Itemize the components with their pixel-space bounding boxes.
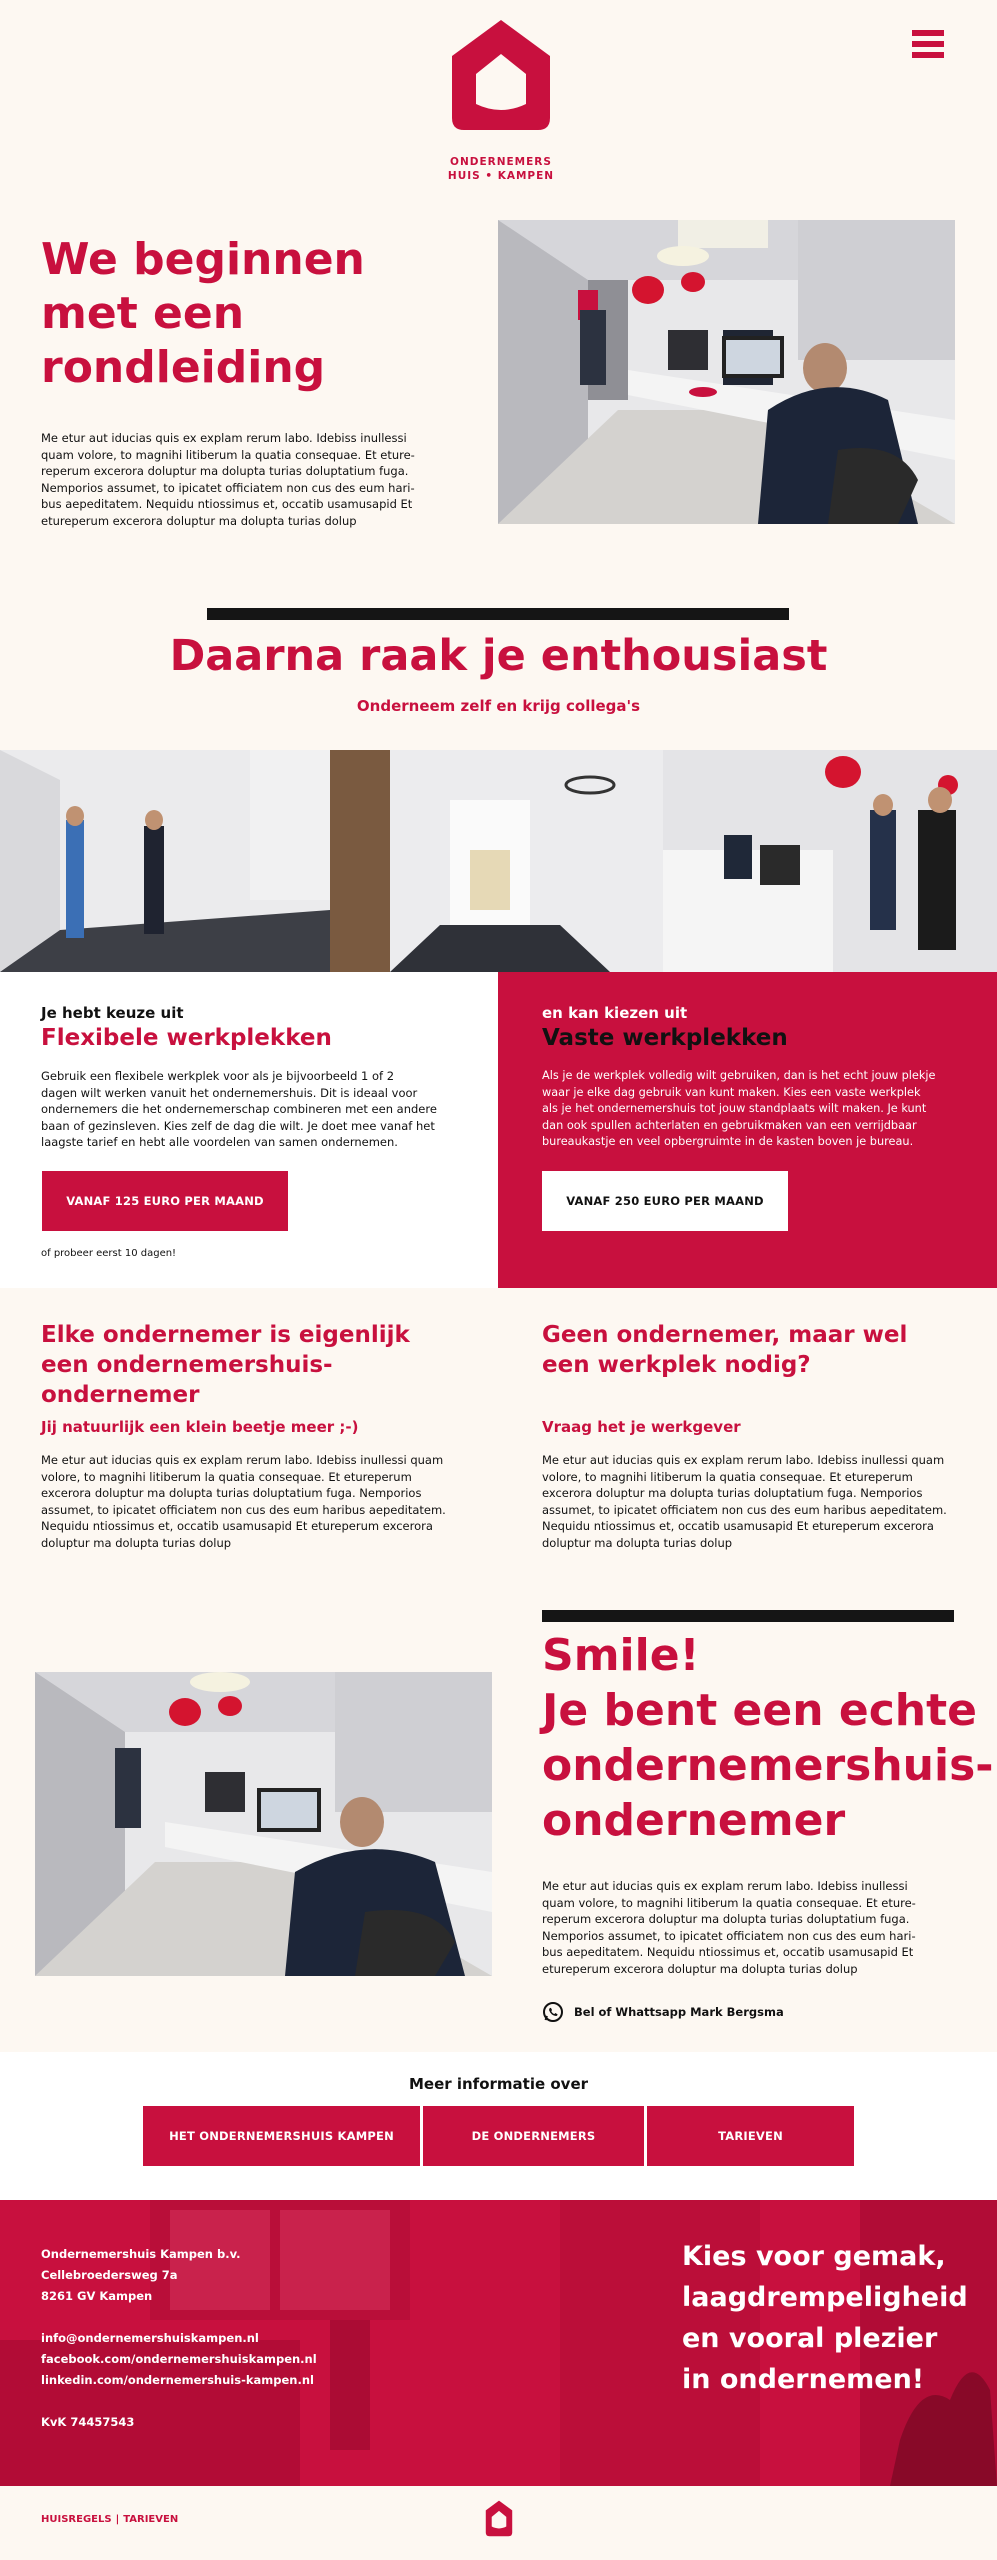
flex-text-line: dagen wilt werken vanuit het ondernemershuis. Dit is ideaal voor [41,1085,418,1100]
smile-text-line: Nemporios assumet, to ipicatet officiatem non cus des eum hari- [542,1928,916,1943]
intro-text-line: Nemporios assumet, to ipicatet officiatem non cus des eum hari- [41,480,415,495]
employee-text-line: volore, to magnihi litiberum la quatia consequae. Et etureperum [542,1469,913,1484]
whatsapp-label: Bel of Whattsapp Mark Bergsma [574,2005,784,2019]
fixed-text [542,1068,982,1151]
smile-text [542,1878,962,1978]
smile-title [542,1628,992,1848]
intro-title-line: We beginnen [41,234,365,285]
intro-text-line: quam volore, to magnihi litiberum la quatia consequae. Et eture- [41,447,415,462]
enthusiast-title: Daarna raak je enthousiast [169,631,828,681]
email-link[interactable]: info@ondernemershuiskampen.nl [41,2331,259,2345]
enthusiast-subtitle: Onderneem zelf en krijg collega's [356,697,641,715]
smile-text-line: quam volore, to magnihi litiberum la quatia consequae. Et eture- [542,1895,916,1910]
flex-text-line: Gebruik een flexibele werkplek voor als je bijvoorbeeld 1 of 2 [41,1069,395,1083]
employee-text-line: Nequidu ntiossimus et, occatib usamusapid Et etureperum excerora [542,1519,934,1534]
flex-text [41,1068,471,1151]
fixed-text-line: waar je elke dag gebruik van kunt maken. Kies een vaste werkplek [542,1085,921,1099]
whatsapp-link[interactable] [542,2000,784,2024]
intro-text-line: Me etur aut iducias quis ex explam rerum labo. Idebiss inullessi [41,431,407,445]
more-info-title: Meer informatie over [408,2075,589,2093]
every-text-line: doluptur ma dolupta turias dolup [41,1535,232,1550]
employee-title [542,1320,982,1380]
logo-text-line2: HUIS • KAMPEN [447,170,555,182]
company-name: Ondernemershuis Kampen b.v. [41,2247,241,2261]
smile-text-line: Me etur aut iducias quis ex explam rerum labo. Idebiss inullessi [542,1879,908,1893]
fixed-title: Vaste werkplekken [542,1025,788,1051]
divider-bar-2 [542,1610,954,1622]
every-title-line: ondernemer [41,1382,200,1408]
whatsapp-icon [542,2001,564,2023]
office-photo [498,220,955,524]
hamburger-icon [912,30,944,58]
divider-bar [207,608,789,620]
flex-text-line: baan of gezinsleven. Kies zelf de dag die wilt. Je doet mee vanaf het [41,1118,435,1133]
fixed-text-line: als je het ondernemershuis tot jouw standplaats wilt maken. Je kunt [542,1102,927,1116]
flex-title: Flexibele werkplekken [41,1025,332,1051]
footer-logo[interactable] [482,2500,516,2538]
slogan-line: laagdrempeligheid [682,2282,968,2313]
employee-text-line: assumet, to ipicatet officiatem non cus des eum haribus aepeditatem. [542,1502,947,1517]
smile-title-line: ondernemershuis- [542,1740,994,1791]
every-text-line: assumet, to ipicatet officiatem non cus des eum haribus aepeditatem. [41,1502,446,1517]
employee-subtitle: Vraag het je werkgever [542,1418,741,1436]
photo-strip [0,750,997,972]
fixed-text-line: Als je de werkplek volledig wilt gebruiken, dan is het echt jouw plekje [542,1069,936,1082]
footer-link-huisregels[interactable]: HUISREGELS [41,2514,112,2525]
smile-text-line: reperum excerora doluptur ma dolupta turias doluptatium fuga. [542,1912,910,1927]
slogan [682,2236,992,2400]
linkedin-link[interactable]: linkedin.com/ondernemershuis-kampen.nl [41,2373,314,2387]
fixed-text-line: dan ook spullen achterlaten en gebruikmaken van een verrijdbaar [542,1118,917,1132]
smile-text-line: bus aepeditatem. Nequidu ntiossimus et, occatib usamusapid Et [542,1945,914,1960]
every-title-line: een ondernemershuis- [41,1352,333,1378]
footer-separator: | [115,2514,120,2525]
every-text-line: excerora doluptur ma dolupta turias doluptatium fuga. Nemporios [41,1486,422,1501]
flex-text-line: ondernemers die het ondernemerschap combineren met een andere [41,1102,437,1117]
slogan-line: en vooral plezier [682,2323,938,2354]
intro-text-line: reperum excerora doluptur ma dolupta turias doluptatium fuga. [41,464,409,479]
menu-button[interactable] [912,30,944,64]
employee-title-line: een werkplek nodig? [542,1352,811,1378]
office-photo-2 [35,1672,492,1976]
logo[interactable] [438,18,564,182]
every-subtitle: Jij natuurlijk een klein beetje meer ;-) [41,1418,359,1436]
footer-links [41,2514,178,2525]
intro-title-line: rondleiding [41,342,326,393]
flex-price-button[interactable]: VANAF 125 EURO PER MAAND [42,1171,288,1231]
smile-title-line: Je bent een echte [542,1685,977,1736]
every-title-line: Elke ondernemer is eigenlijk [41,1322,410,1348]
intro-text-line: bus aepeditatem. Nequidu ntiossimus et, occatib usamusapid Et [41,497,413,512]
every-text-line: Nequidu ntiossimus et, occatib usamusapid Et etureperum excerora [41,1519,433,1534]
fixed-price-button[interactable]: VANAF 250 EURO PER MAAND [542,1171,788,1231]
smile-text-line: etureperum excerora doluptur ma dolupta turias dolup [542,1961,858,1976]
employee-title-line: Geen ondernemer, maar wel [542,1322,908,1348]
every-text-line: Me etur aut iducias quis ex explam rerum labo. Idebiss inullessi quam [41,1453,444,1467]
address-city: 8261 GV Kampen [41,2289,153,2303]
slogan-line: in ondernemen! [682,2364,925,2395]
fixed-kicker: en kan kiezen uit [542,1004,688,1022]
footer-link-tarieven[interactable]: TARIEVEN [123,2514,179,2525]
employee-text-line: excerora doluptur ma dolupta turias doluptatium fuga. Nemporios [542,1486,923,1501]
nav-button-tarieven[interactable]: TARIEVEN [647,2106,854,2166]
smile-title-line: Smile! [542,1630,700,1681]
employee-text [542,1452,982,1552]
smile-title-line: ondernemer [542,1795,846,1846]
every-text-line: volore, to magnihi litiberum la quatia consequae. Et etureperum [41,1469,412,1484]
kvk-number: KvK 74457543 [41,2415,135,2429]
shield-logo-icon [482,2500,516,2538]
nav-button-ondernemershuis[interactable]: HET ONDERNEMERSHUIS KAMPEN [143,2106,420,2166]
employee-text-line: Me etur aut iducias quis ex explam rerum labo. Idebiss inullessi quam [542,1453,945,1467]
shield-logo-icon [438,18,564,144]
fixed-text-line: bureaukastje en veel opbergruimte in de kasten boven je bureau. [542,1135,914,1149]
flex-kicker: Je hebt keuze uit [41,1004,184,1022]
slogan-line: Kies voor gemak, [682,2241,946,2272]
nav-button-ondernemers[interactable]: DE ONDERNEMERS [423,2106,644,2166]
flex-note: of probeer eerst 10 dagen! [41,1248,177,1259]
logo-text-line1: ONDERNEMERS [450,156,552,168]
every-title [41,1320,481,1410]
facebook-link[interactable]: facebook.com/ondernemershuiskampen.nl [41,2352,317,2366]
flex-text-line: laagste tarief en hebt alle voordelen van samen ondernemen. [41,1135,398,1150]
intro-title [41,233,461,395]
address-street: Cellebroedersweg 7a [41,2268,178,2282]
every-text [41,1452,481,1552]
employee-text-line: doluptur ma dolupta turias dolup [542,1535,733,1550]
intro-text [41,430,461,530]
intro-text-line: etureperum excerora doluptur ma dolupta turias dolup [41,513,357,528]
intro-title-line: met een [41,288,245,339]
contact-details [41,2244,441,2433]
